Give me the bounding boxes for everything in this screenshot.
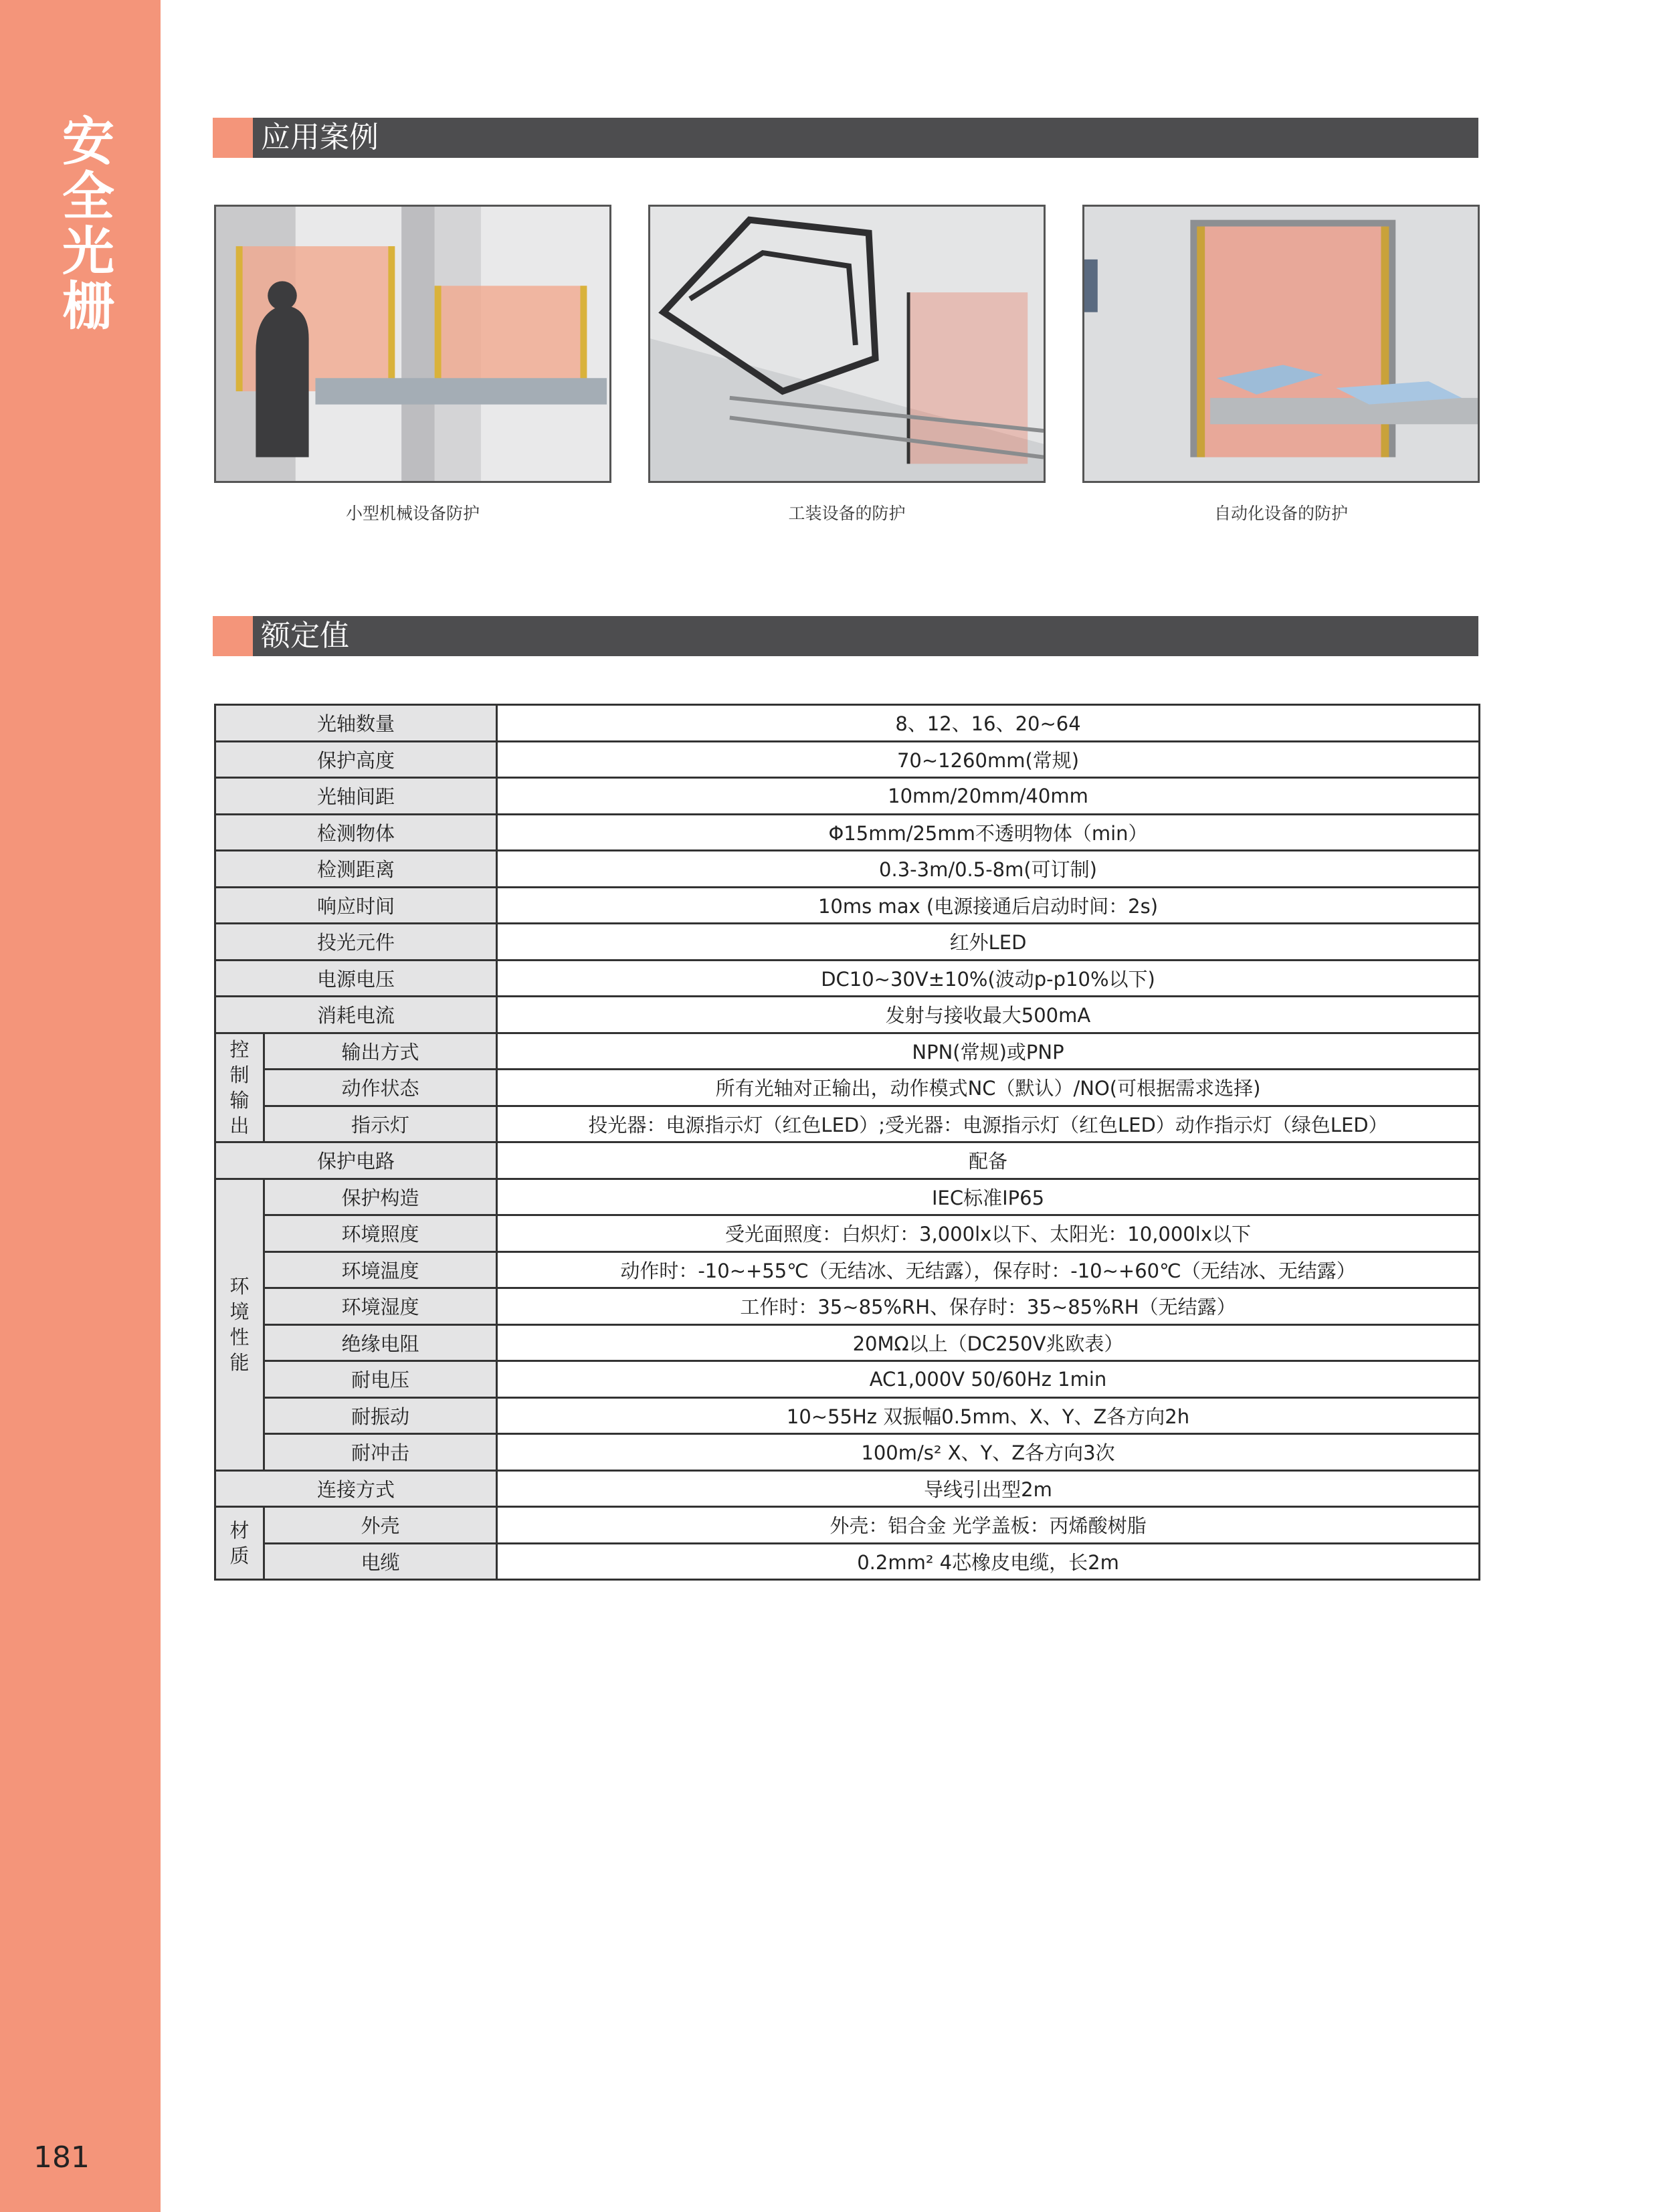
- table-row: [215, 1470, 1480, 1507]
- spec-label: 连接方式: [215, 1470, 497, 1507]
- section-title: 额定值: [261, 619, 349, 653]
- spec-label: 消耗电流: [215, 997, 497, 1033]
- group-label-material: 材质: [215, 1507, 264, 1580]
- spec-label: 检测物体: [215, 814, 497, 851]
- spec-label: 动作状态: [264, 1070, 497, 1106]
- group-label-control-output: 控制输出: [215, 1033, 264, 1142]
- table-row: [215, 778, 1480, 815]
- spec-label: 环境照度: [264, 1215, 497, 1252]
- spec-value: 所有光轴对正输出，动作模式NC（默认）/NO(可根据需求选择): [497, 1070, 1480, 1106]
- table-row: [215, 1142, 1480, 1179]
- spec-value: 0.3-3m/0.5-8m(可订制): [497, 851, 1480, 888]
- table-row: [215, 1179, 1480, 1215]
- spec-label: 响应时间: [215, 887, 497, 924]
- spec-label: 电源电压: [215, 960, 497, 997]
- table-row: [215, 1106, 1480, 1142]
- spec-value: AC1,000V 50/60Hz 1min: [497, 1361, 1480, 1398]
- spec-label: 耐冲击: [264, 1434, 497, 1471]
- spec-value: 动作时：-10~+55℃（无结冰、无结露），保存时：-10~+60℃（无结冰、无结露）: [497, 1251, 1480, 1288]
- case-caption: 自动化设备的防护: [1213, 504, 1348, 523]
- spec-label: 检测距离: [215, 851, 497, 888]
- spec-value: 发射与接收最大500mA: [497, 997, 1480, 1033]
- table-row: [215, 1324, 1480, 1361]
- spec-value: 0.2mm² 4芯橡皮电缆，长2m: [497, 1543, 1480, 1580]
- page-number: 181: [33, 2140, 90, 2175]
- table-row: [215, 1397, 1480, 1434]
- table-row: [215, 1361, 1480, 1398]
- spec-value: 投光器：电源指示灯（红色LED）;受光器：电源指示灯（红色LED）动作指示灯（绿色LED）: [497, 1106, 1480, 1142]
- sidebar: [0, 0, 161, 2212]
- spec-label: 耐振动: [264, 1397, 497, 1434]
- spec-value: 红外LED: [497, 924, 1480, 961]
- spec-label: 保护电路: [215, 1142, 497, 1179]
- case-image-small-machine: [214, 205, 611, 483]
- spec-label: 光轴数量: [215, 705, 497, 742]
- section-accent: [213, 616, 253, 656]
- spec-value: 100m/s² X、Y、Z各方向3次: [497, 1434, 1480, 1471]
- table-row: [215, 1251, 1480, 1288]
- table-row: [215, 887, 1480, 924]
- spec-value: IEC标准IP65: [497, 1179, 1480, 1215]
- case-image-tooling: [648, 205, 1046, 483]
- spec-label: 保护高度: [215, 741, 497, 778]
- table-row: [215, 851, 1480, 888]
- section-header-ratings: [213, 616, 1478, 656]
- spec-value: Φ15mm/25mm不透明物体（min）: [497, 814, 1480, 851]
- spec-value: 8、12、16、20~64: [497, 705, 1480, 742]
- spec-label: 环境温度: [264, 1251, 497, 1288]
- table-row: [215, 1434, 1480, 1471]
- section-header-cases: [213, 118, 1478, 158]
- table-row: [215, 705, 1480, 742]
- table-row: [215, 924, 1480, 961]
- spec-value: 10mm/20mm/40mm: [497, 778, 1480, 815]
- table-row: [215, 1215, 1480, 1252]
- spec-label: 耐电压: [264, 1361, 497, 1398]
- case-caption: 工装设备的防护: [788, 504, 906, 523]
- spec-label: 环境湿度: [264, 1288, 497, 1325]
- section-title: 应用案例: [261, 120, 379, 155]
- spec-label: 保护构造: [264, 1179, 497, 1215]
- case-caption: 小型机械设备防护: [345, 504, 480, 523]
- spec-value: DC10~30V±10%(波动p-p10%以下): [497, 960, 1480, 997]
- spec-value: 10~55Hz 双振幅0.5mm、X、Y、Z各方向2h: [497, 1397, 1480, 1434]
- group-label-environment: 环境性能: [215, 1179, 264, 1470]
- table-row: [215, 741, 1480, 778]
- spec-value: 10ms max (电源接通后启动时间：2s): [497, 887, 1480, 924]
- spec-label: 外壳: [264, 1507, 497, 1544]
- spec-label: 投光元件: [215, 924, 497, 961]
- spec-table: [214, 704, 1480, 1581]
- case-image-automation: [1082, 205, 1480, 483]
- table-row: [215, 960, 1480, 997]
- spec-value: 外壳：铝合金 光学盖板：丙烯酸树脂: [497, 1507, 1480, 1544]
- table-row: [215, 1288, 1480, 1325]
- section-accent: [213, 118, 253, 158]
- spec-value: NPN(常规)或PNP: [497, 1033, 1480, 1070]
- spec-value: 20MΩ以上（DC250V兆欧表）: [497, 1324, 1480, 1361]
- table-row: [215, 997, 1480, 1033]
- table-row: [215, 814, 1480, 851]
- table-row: [215, 1543, 1480, 1580]
- spec-label: 光轴间距: [215, 778, 497, 815]
- spec-label: 输出方式: [264, 1033, 497, 1070]
- spec-value: 导线引出型2m: [497, 1470, 1480, 1507]
- spec-value: 配备: [497, 1142, 1480, 1179]
- spec-value: 受光面照度：白炽灯：3,000lx以下、太阳光：10,000lx以下: [497, 1215, 1480, 1252]
- table-row: [215, 1033, 1480, 1070]
- spec-value: 工作时：35~85%RH、保存时：35~85%RH（无结露）: [497, 1288, 1480, 1325]
- spec-label: 指示灯: [264, 1106, 497, 1142]
- spec-label: 电缆: [264, 1543, 497, 1580]
- spec-label: 绝缘电阻: [264, 1324, 497, 1361]
- spec-value: 70~1260mm(常规): [497, 741, 1480, 778]
- sidebar-title: 安全光栅: [54, 114, 114, 333]
- table-row: [215, 1507, 1480, 1544]
- table-row: [215, 1070, 1480, 1106]
